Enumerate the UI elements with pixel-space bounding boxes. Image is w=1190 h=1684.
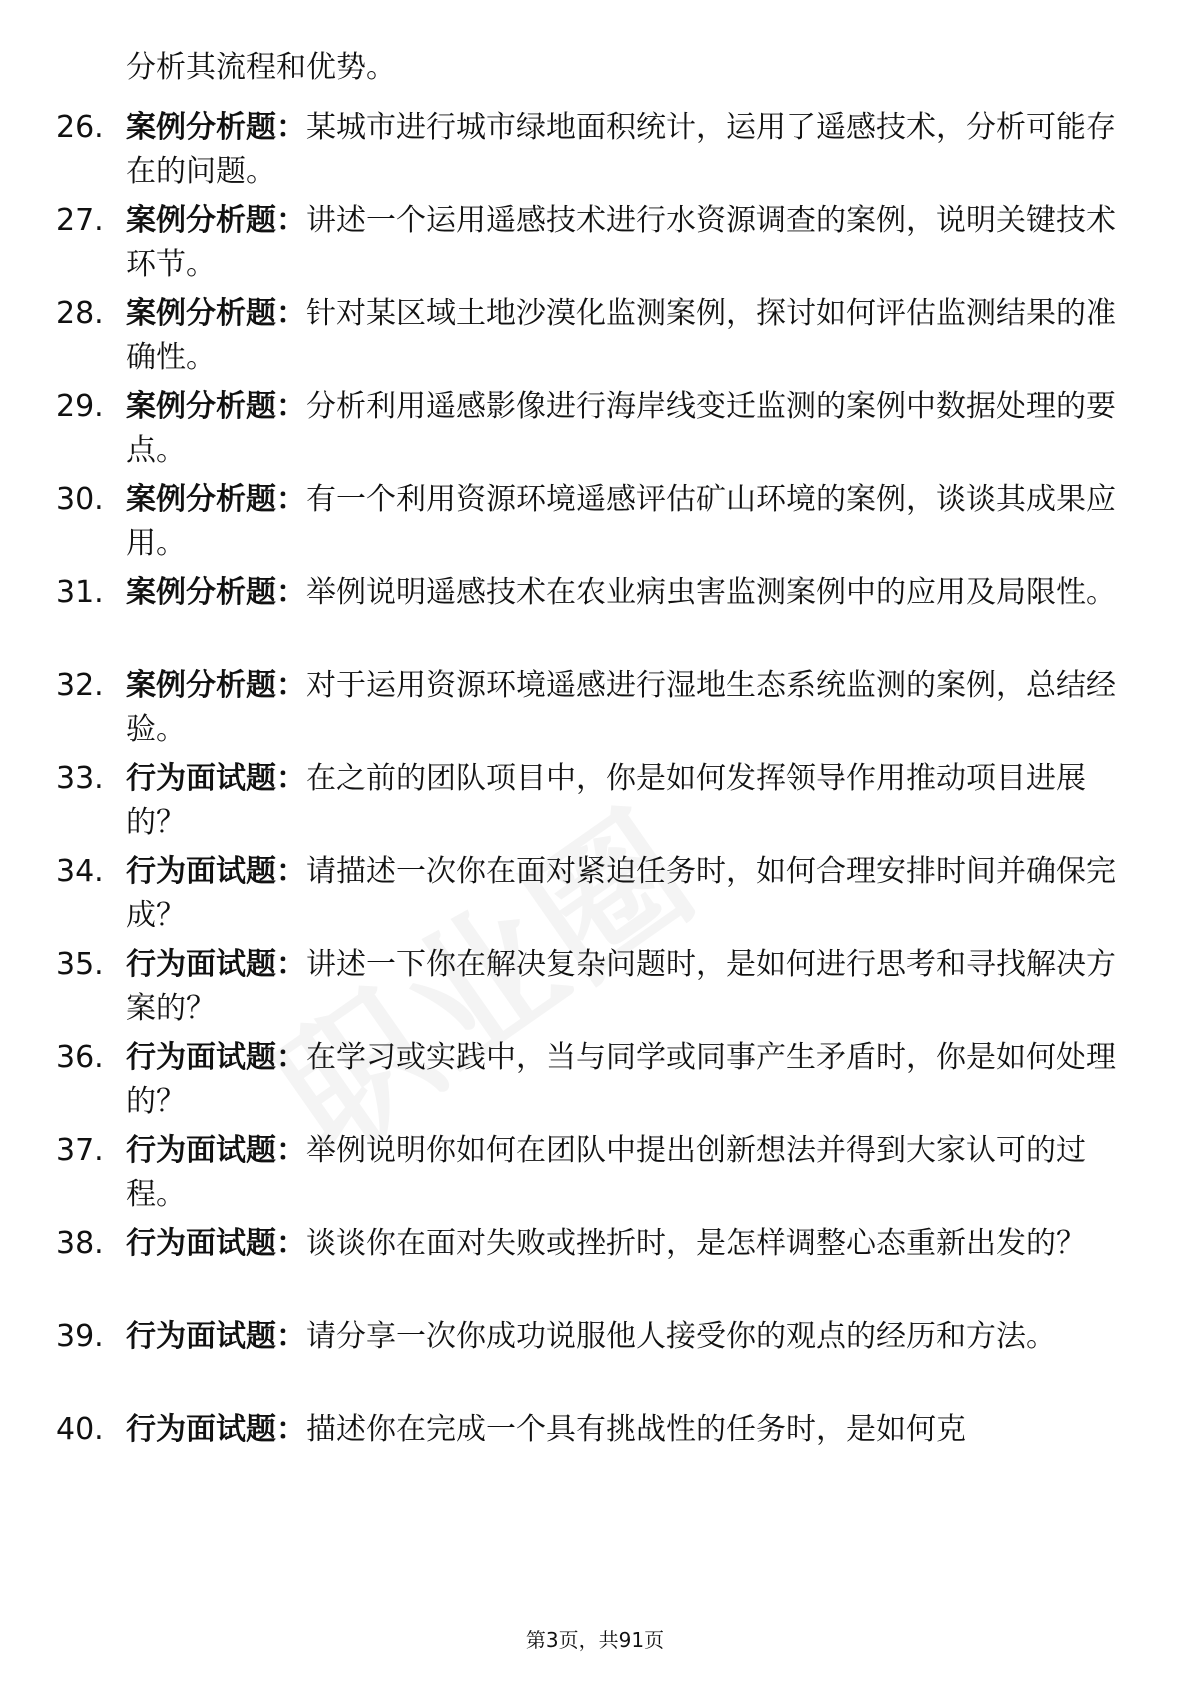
item-text bbox=[126, 850, 1116, 938]
item-label: 行为面试题： bbox=[126, 1319, 306, 1354]
item-number: 38. bbox=[56, 1226, 104, 1261]
item-label: 案例分析题： bbox=[126, 668, 306, 703]
item-label: 行为面试题： bbox=[126, 1412, 306, 1447]
item-label: 行为面试题： bbox=[126, 1226, 306, 1261]
item-number: 36. bbox=[56, 1040, 104, 1075]
item-body: 某城市进行城市绿地面积统计，运用了遥感技术，分析可能存在的问题。 bbox=[126, 110, 1116, 189]
item-body: 讲述一个运用遥感技术进行水资源调查的案例，说明关键技术环节。 bbox=[126, 203, 1116, 282]
item-label: 行为面试题： bbox=[126, 854, 306, 889]
item-label: 行为面试题： bbox=[126, 947, 306, 982]
item-label: 案例分析题： bbox=[126, 203, 306, 238]
item-text bbox=[126, 199, 1116, 287]
item-body: 请分享一次你成功说服他人接受你的观点的经历和方法。 bbox=[306, 1319, 1056, 1354]
item-body: 分析利用遥感影像进行海岸线变迁监测的案例中数据处理的要点。 bbox=[126, 389, 1116, 468]
item-text bbox=[126, 757, 1116, 845]
item-body: 描述你在完成一个具有挑战性的任务时，是如何克 bbox=[306, 1412, 966, 1447]
item-number: 33. bbox=[56, 761, 104, 796]
item-label: 行为面试题： bbox=[126, 1133, 306, 1168]
item-text bbox=[126, 1036, 1116, 1124]
item-label: 案例分析题： bbox=[126, 110, 306, 145]
item-body: 请描述一次你在面对紧迫任务时，如何合理安排时间并确保完成？ bbox=[126, 854, 1116, 933]
item-number: 37. bbox=[56, 1133, 104, 1168]
page-footer: 第3页，共91页 bbox=[525, 1628, 665, 1652]
item-body: 在学习或实践中，当与同学或同事产生矛盾时，你是如何处理的？ bbox=[126, 1040, 1116, 1119]
item-number: 26. bbox=[56, 110, 104, 145]
item-number: 35. bbox=[56, 947, 104, 982]
item-body: 有一个利用资源环境遥感评估矿山环境的案例，谈谈其成果应用。 bbox=[126, 482, 1116, 561]
item-body: 针对某区域土地沙漠化监测案例，探讨如何评估监测结果的准确性。 bbox=[126, 296, 1116, 375]
item-text bbox=[126, 1222, 1116, 1266]
item-label: 行为面试题： bbox=[126, 761, 306, 796]
item-number: 32. bbox=[56, 668, 104, 703]
item-text bbox=[126, 943, 1116, 1031]
item-label: 案例分析题： bbox=[126, 575, 306, 610]
item-label: 案例分析题： bbox=[126, 296, 306, 331]
item-text bbox=[126, 385, 1116, 473]
item-label: 案例分析题： bbox=[126, 482, 306, 517]
item-body: 谈谈你在面对失败或挫折时，是怎样调整心态重新出发的？ bbox=[306, 1226, 1086, 1261]
item-text bbox=[126, 664, 1116, 752]
item-number: 29. bbox=[56, 389, 104, 424]
item-text bbox=[126, 571, 1116, 615]
item-number: 28. bbox=[56, 296, 104, 331]
item-text bbox=[126, 1408, 1116, 1452]
item-body: 对于运用资源环境遥感进行湿地生态系统监测的案例，总结经验。 bbox=[126, 668, 1116, 747]
item-body: 举例说明遥感技术在农业病虫害监测案例中的应用及局限性。 bbox=[306, 575, 1116, 610]
item-label: 案例分析题： bbox=[126, 389, 306, 424]
item-text bbox=[126, 478, 1116, 566]
item-number: 31. bbox=[56, 575, 104, 610]
item-body: 讲述一下你在解决复杂问题时，是如何进行思考和寻找解决方案的？ bbox=[126, 947, 1116, 1026]
item-number: 27. bbox=[56, 203, 104, 238]
item-text bbox=[126, 1315, 1116, 1359]
continuation-text: 分析其流程和优势。 bbox=[126, 50, 396, 85]
item-number: 39. bbox=[56, 1319, 104, 1354]
item-body: 举例说明你如何在团队中提出创新想法并得到大家认可的过程。 bbox=[126, 1133, 1086, 1212]
item-label: 行为面试题： bbox=[126, 1040, 306, 1075]
item-number: 30. bbox=[56, 482, 104, 517]
item-text bbox=[126, 1129, 1116, 1217]
item-number: 34. bbox=[56, 854, 104, 889]
item-text bbox=[126, 292, 1116, 380]
item-number: 40. bbox=[56, 1412, 104, 1447]
item-text bbox=[126, 106, 1116, 194]
item-body: 在之前的团队项目中，你是如何发挥领导作用推动项目进展的？ bbox=[126, 761, 1086, 840]
